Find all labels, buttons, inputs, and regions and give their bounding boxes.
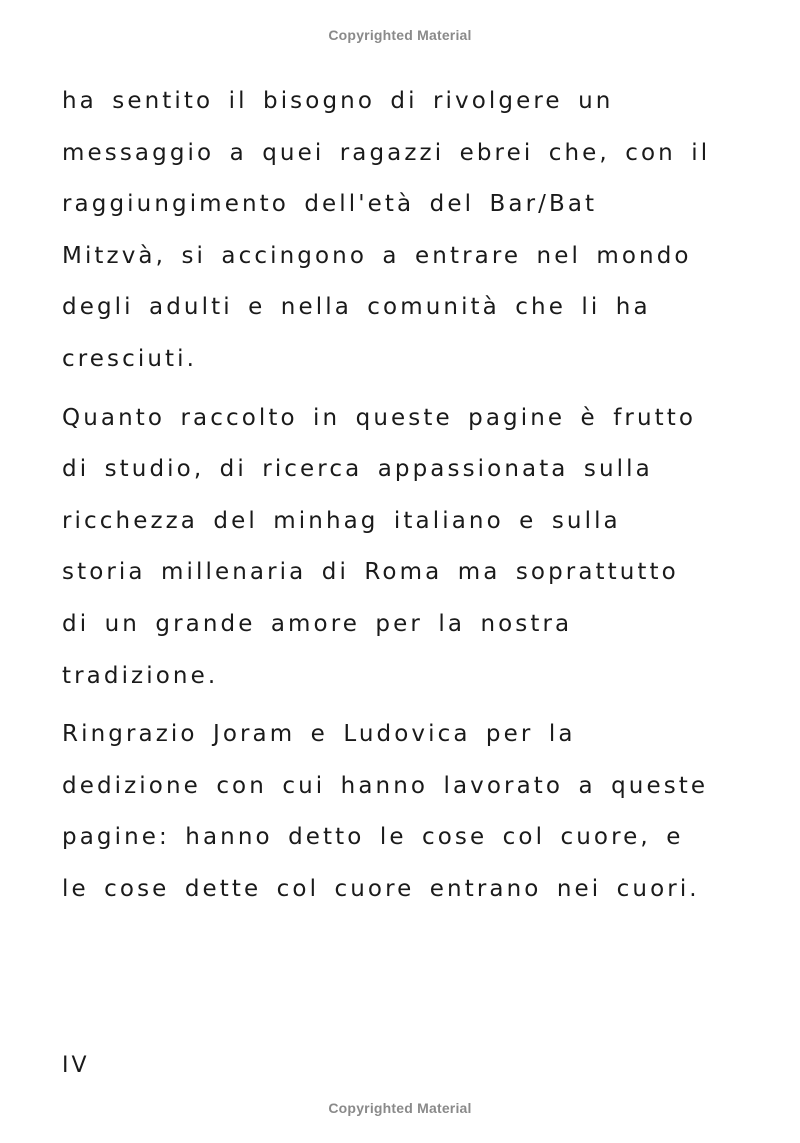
text-line: raggiungimento dell'età del Bar/Bat [62,191,598,218]
text-line: ricchezza del minhag italiano e sulla [62,507,621,534]
paragraph-3 [62,709,742,915]
text-line: ha sentito il bisogno di rivolgere un [62,88,614,114]
copyright-watermark-bottom: Copyrighted Material [328,1100,472,1116]
text-line: messaggio a quei ragazzi ebrei che, con il [62,139,711,166]
paragraph-2 [62,393,742,703]
text-line: Quanto raccolto in queste pagine è frutto [62,404,697,431]
text-line: di studio, di ricerca appassionata sulla [62,456,653,483]
paragraph-1 [62,76,742,386]
text-line: di un grande amore per la nostra [62,610,573,637]
text-line: pagine: hanno detto le cose col cuore, e [62,824,684,851]
text-line: le cose dette col cuore entrano nei cuori. [62,875,700,902]
text-line: dedizione con cui hanno lavorato a queste [62,772,709,799]
text-line: Ringrazio Joram e Ludovica per la [62,721,576,748]
text-line: storia millenaria di Roma ma soprattutto [62,559,679,586]
copyright-watermark-top: Copyrighted Material [328,27,472,43]
text-line: cresciuti. [62,345,198,372]
page-text-body [62,76,742,923]
text-line: Mitzvà, si accingono a entrare nel mondo [62,242,692,269]
page-number: IV [62,1053,90,1078]
text-line: degli adulti e nella comunità che li ha [62,294,651,321]
text-line: tradizione. [62,662,219,689]
